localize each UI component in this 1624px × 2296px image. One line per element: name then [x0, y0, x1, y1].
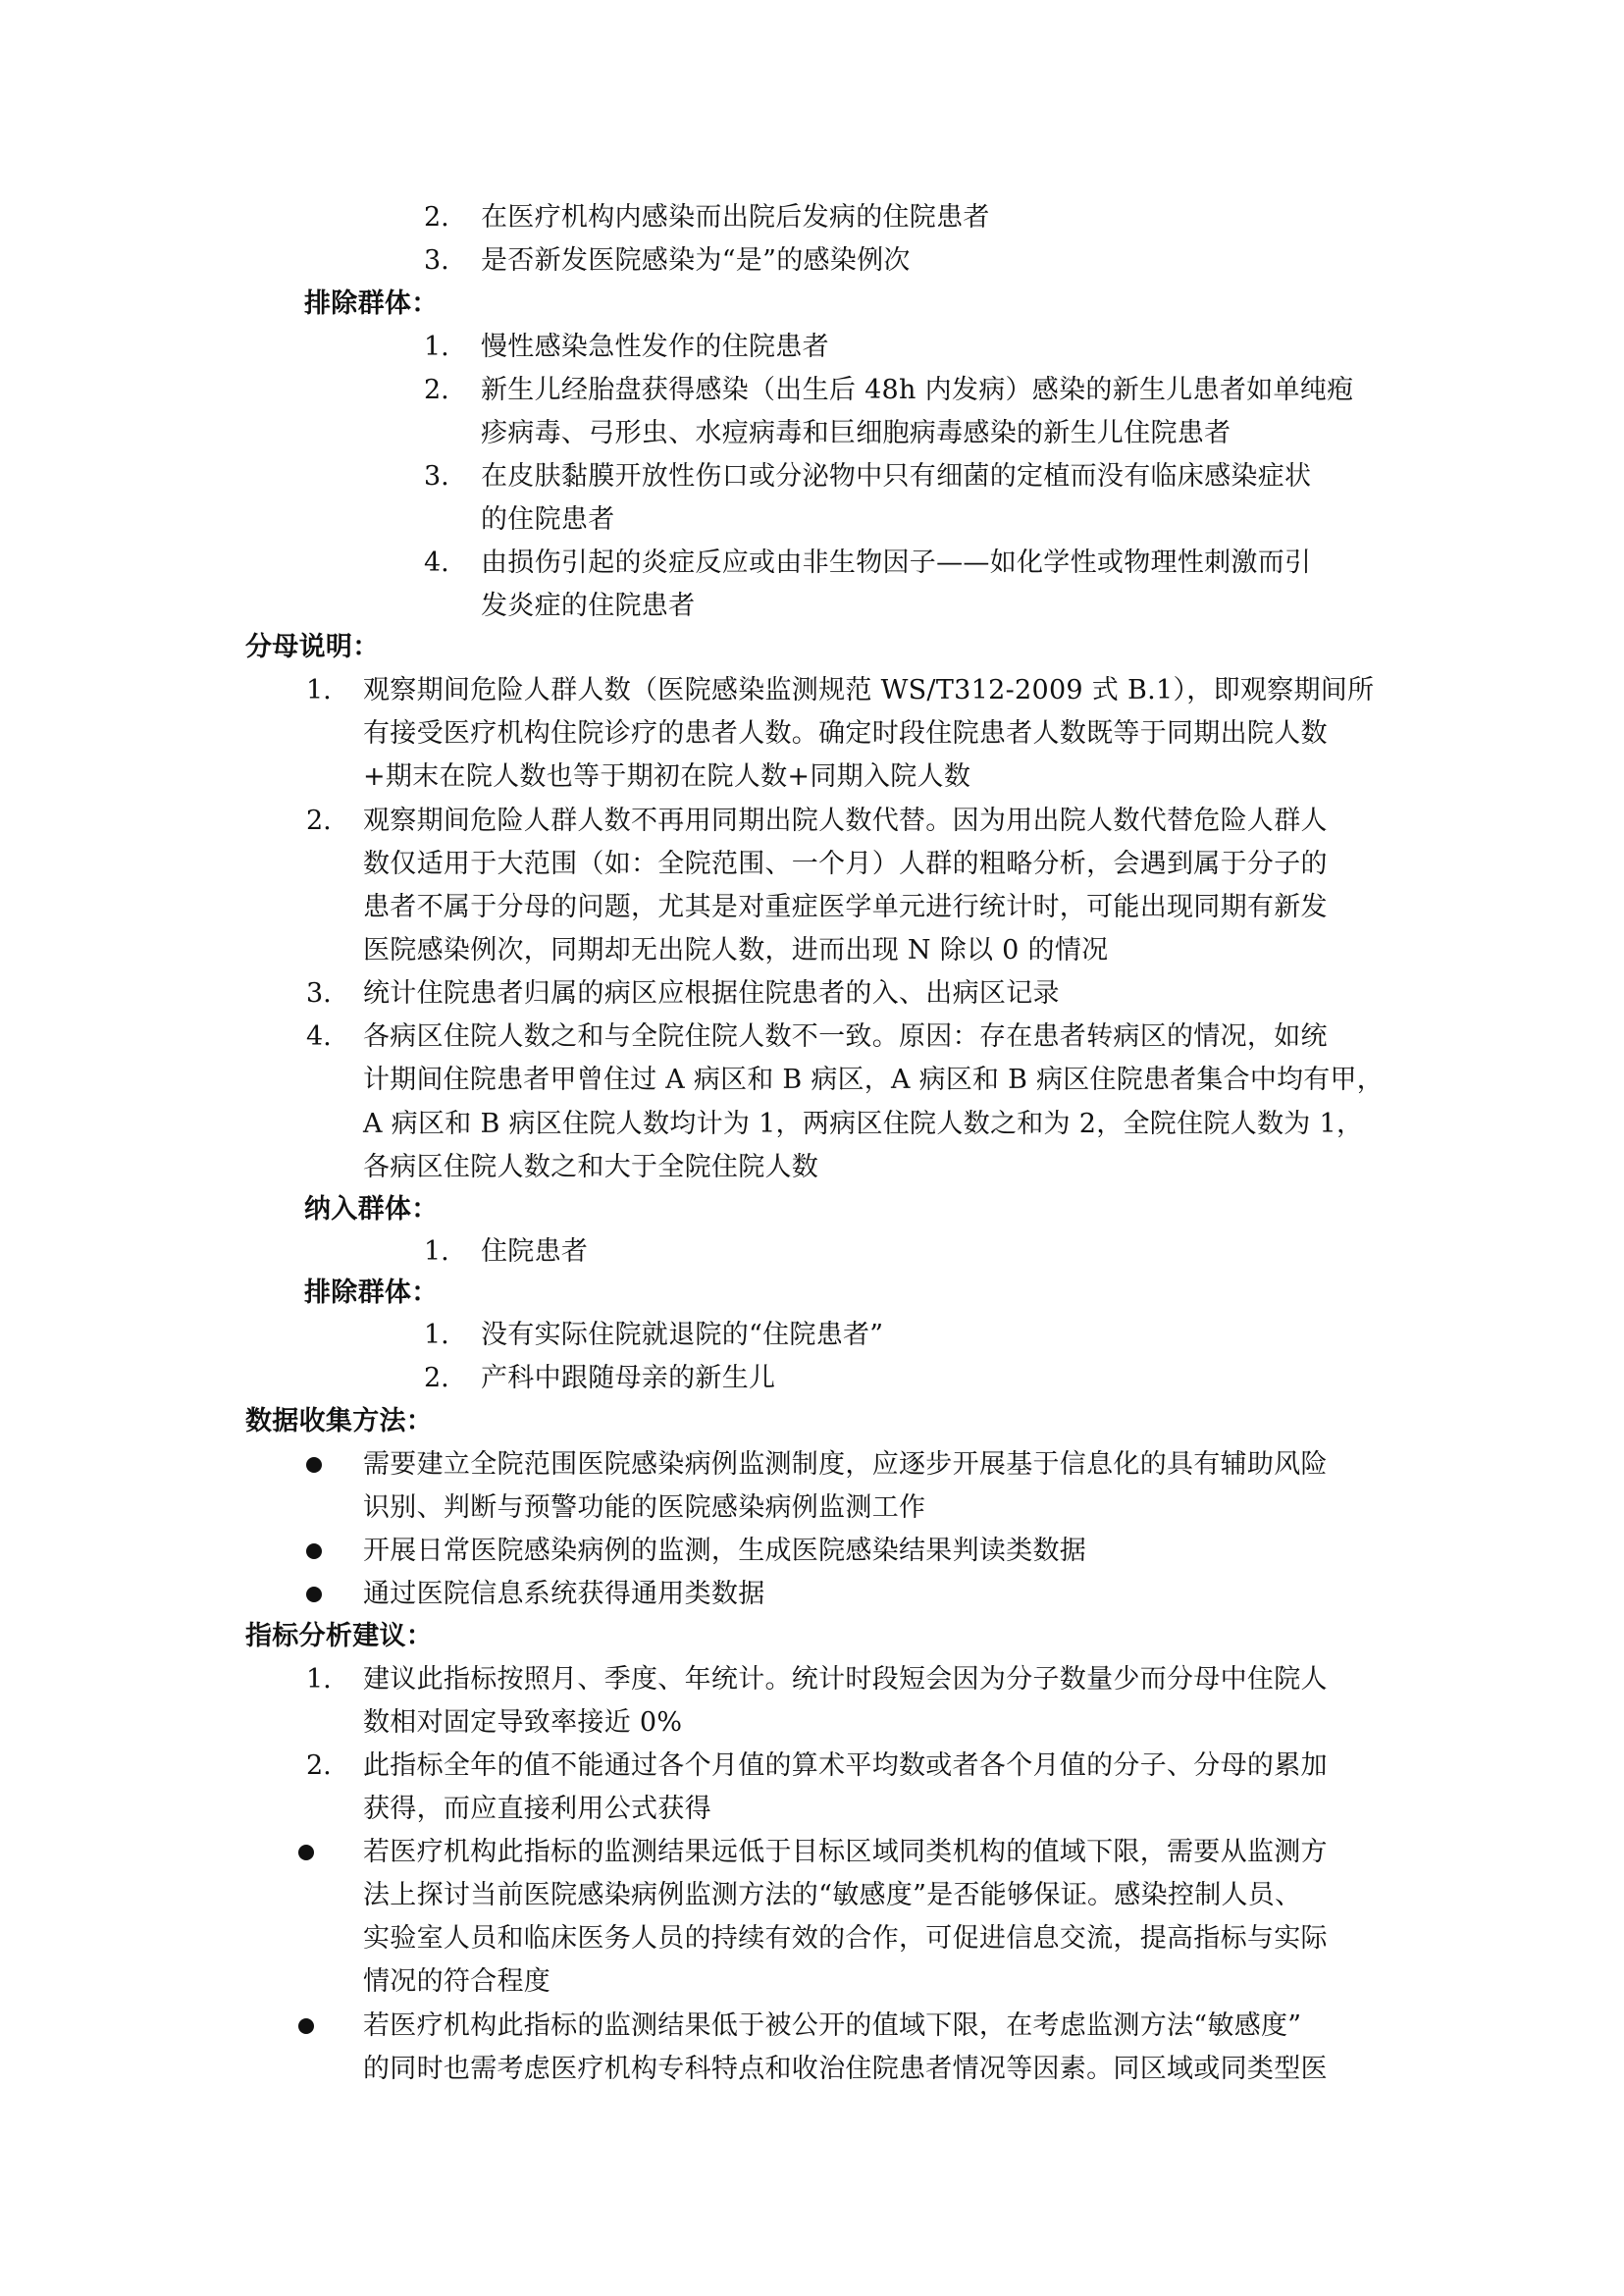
- exclusion1-item-text: 发炎症的住院患者: [481, 591, 696, 621]
- data_collection-item-text: 识别、判断与预警功能的医院感染病例监测工作: [363, 1492, 926, 1523]
- inclusion2-heading: 纳入群体：: [304, 1194, 439, 1225]
- exclusion1-item-number: 2.: [424, 375, 449, 405]
- data_collection-item-text: 需要建立全院范围医院感染病例监测制度，应逐步开展基于信息化的具有辅助风险: [363, 1449, 1328, 1480]
- data_collection-item-text: 开展日常医院感染病例的监测，生成医院感染结果判读类数据: [363, 1536, 1087, 1566]
- data_collection-item-text: 通过医院信息系统获得通用类数据: [363, 1579, 765, 1609]
- denominator-item-number: 3.: [306, 978, 332, 1009]
- analysis-item-text: 数相对固定导致率接近 0%: [363, 1707, 683, 1738]
- data_collection-heading: 数据收集方法：: [245, 1406, 434, 1436]
- denominator-item-text: +期末在院人数也等于期初在院人数+同期入院人数: [363, 761, 971, 792]
- analysis-heading: 指标分析建议：: [245, 1621, 434, 1651]
- denominator-item-text: A 病区和 B 病区住院人数均计为 1，两病区住院人数之和为 2，全院住院人数为 1，: [363, 1109, 1364, 1139]
- bullet-icon: [306, 1543, 322, 1559]
- inclusion2-item-number: 1.: [424, 1236, 449, 1267]
- denominator-item-text: 数仅适用于大范围（如：全院范围、一个月）人群的粗略分析，会遇到属于分子的: [363, 849, 1328, 879]
- analysis-item-text: 实验室人员和临床医务人员的持续有效的合作，可促进信息交流，提高指标与实际: [363, 1923, 1328, 1954]
- denominator-item-text: 计期间住院患者甲曾住过 A 病区和 B 病区，A 病区和 B 病区住院患者集合中均有甲，: [363, 1065, 1384, 1095]
- inclusion_cont-item-text: 是否新发医院感染为“是”的感染例次: [481, 245, 911, 276]
- exclusion1-item-text: 慢性感染急性发作的住院患者: [481, 332, 829, 362]
- exclusion1-item-number: 4.: [424, 548, 449, 578]
- exclusion1-item-text: 由损伤引起的炎症反应或由非生物因子——如化学性或物理性刺激而引: [481, 548, 1312, 578]
- bullet-icon: [306, 1457, 322, 1473]
- exclusion2-item-number: 2.: [424, 1363, 449, 1393]
- exclusion2-heading: 排除群体：: [304, 1278, 439, 1308]
- analysis-item-text: 情况的符合程度: [363, 1966, 551, 1997]
- inclusion_cont-item-text: 在医疗机构内感染而出院后发病的住院患者: [481, 202, 990, 233]
- denominator-item-text: 医院感染例次，同期却无出院人数，进而出现 N 除以 0 的情况: [363, 935, 1109, 965]
- analysis-item-text: 获得，而应直接利用公式获得: [363, 1794, 711, 1824]
- denominator-heading: 分母说明：: [245, 632, 380, 662]
- denominator-item-text: 患者不属于分母的问题，尤其是对重症医学单元进行统计时，可能出现同期有新发: [363, 892, 1328, 922]
- bullet-icon: [298, 1845, 314, 1860]
- inclusion_cont-item-number: 2.: [424, 202, 449, 233]
- analysis-item-text: 的同时也需考虑医疗机构专科特点和收治住院患者情况等因素。同区域或同类型医: [363, 2054, 1328, 2084]
- denominator-item-text: 各病区住院人数之和与全院住院人数不一致。原因：存在患者转病区的情况，如统: [363, 1021, 1328, 1052]
- exclusion1-item-number: 3.: [424, 461, 449, 492]
- analysis-item-number: 1.: [306, 1664, 332, 1695]
- denominator-item-text: 观察期间危险人群人数不再用同期出院人数代替。因为用出院人数代替危险人群人: [363, 806, 1328, 836]
- denominator-item-number: 4.: [306, 1021, 332, 1052]
- exclusion1-item-number: 1.: [424, 332, 449, 362]
- bullet-icon: [298, 2018, 314, 2034]
- exclusion1-item-text: 新生儿经胎盘获得感染（出生后 48h 内发病）感染的新生儿患者如单纯疱: [481, 375, 1354, 405]
- denominator-item-text: 各病区住院人数之和大于全院住院人数: [363, 1152, 819, 1182]
- analysis-item-text: 若医疗机构此指标的监测结果低于被公开的值域下限，在考虑监测方法“敏感度”: [363, 2010, 1302, 2041]
- exclusion1-item-text: 的住院患者: [481, 504, 615, 535]
- bullet-icon: [306, 1587, 322, 1602]
- analysis-item-text: 此指标全年的值不能通过各个月值的算术平均数或者各个月值的分子、分母的累加: [363, 1750, 1328, 1781]
- exclusion1-item-text: 在皮肤黏膜开放性伤口或分泌物中只有细菌的定植而没有临床感染症状: [481, 461, 1312, 492]
- exclusion1-item-text: 疹病毒、弓形虫、水痘病毒和巨细胞病毒感染的新生儿住院患者: [481, 418, 1231, 448]
- exclusion2-item-text: 没有实际住院就退院的“住院患者”: [481, 1320, 884, 1350]
- inclusion2-item-text: 住院患者: [481, 1236, 589, 1267]
- exclusion1-heading: 排除群体：: [304, 288, 439, 319]
- analysis-item-text: 建议此指标按照月、季度、年统计。统计时段短会因为分子数量少而分母中住院人: [363, 1664, 1328, 1695]
- exclusion2-item-text: 产科中跟随母亲的新生儿: [481, 1363, 776, 1393]
- analysis-item-number: 2.: [306, 1750, 332, 1781]
- denominator-item-number: 2.: [306, 806, 332, 836]
- denominator-item-text: 观察期间危险人群人数（医院感染监测规范 WS/T312-2009 式 B.1），即观察期间所: [363, 675, 1375, 705]
- inclusion_cont-item-number: 3.: [424, 245, 449, 276]
- analysis-item-text: 法上探讨当前医院感染病例监测方法的“敏感度”是否能够保证。感染控制人员、: [363, 1880, 1302, 1910]
- exclusion2-item-number: 1.: [424, 1320, 449, 1350]
- denominator-item-number: 1.: [306, 675, 332, 705]
- denominator-item-text: 统计住院患者归属的病区应根据住院患者的入、出病区记录: [363, 978, 1060, 1009]
- denominator-item-text: 有接受医疗机构住院诊疗的患者人数。确定时段住院患者人数既等于同期出院人数: [363, 718, 1328, 749]
- analysis-item-text: 若医疗机构此指标的监测结果远低于目标区域同类机构的值域下限，需要从监测方: [363, 1837, 1328, 1867]
